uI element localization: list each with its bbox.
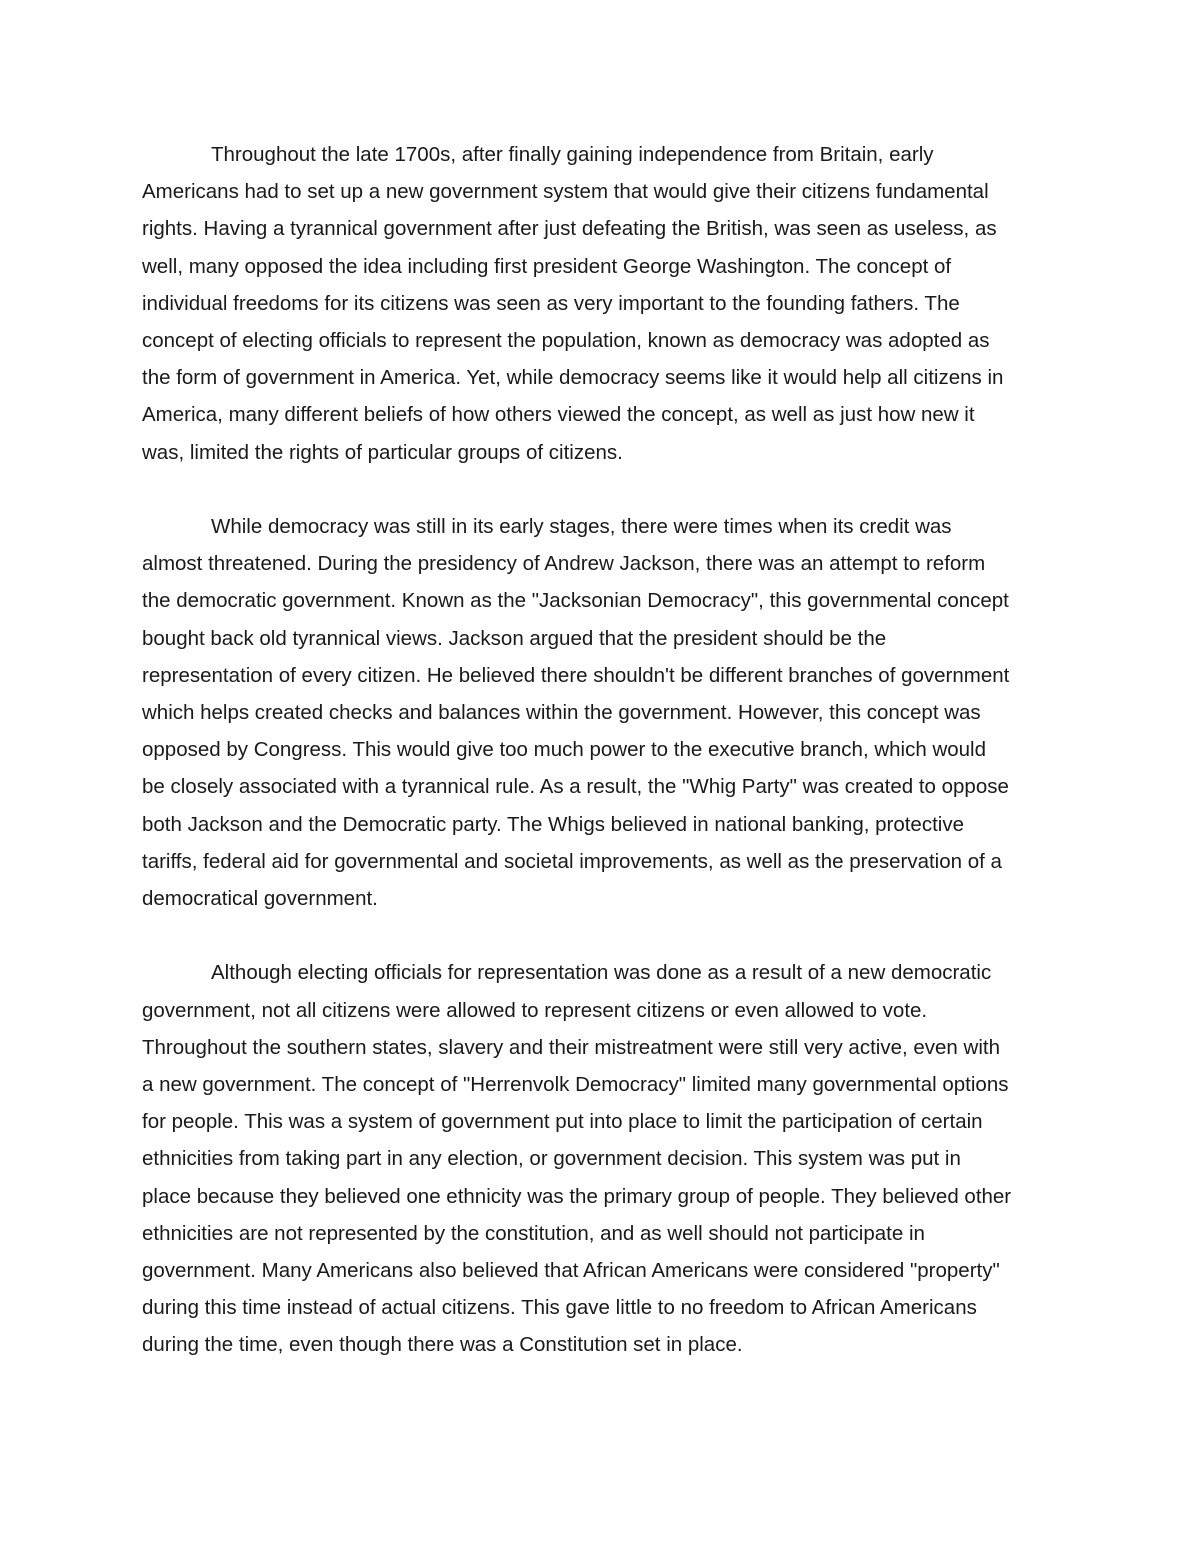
paragraph-line: concept of electing officials to represent the population, known as democracy was adopted as (142, 329, 990, 353)
paragraph-line: during this time instead of actual citizens. This gave little to no freedom to African Americans (142, 1296, 977, 1320)
paragraph-line: ethnicities are not represented by the constitution, and as well should not participate in (142, 1221, 925, 1245)
paragraph-line: democratical government. (142, 887, 378, 911)
paragraph-line: Although electing officials for representation was done as a result of a new democratic (211, 961, 992, 985)
paragraph-2 (142, 508, 1072, 917)
paragraph-line: for people. This was a system of government put into place to limit the participation of certain (142, 1110, 983, 1134)
paragraph-line: Americans had to set up a new government system that would give their citizens fundamental (142, 180, 989, 204)
paragraph-line: tariffs, federal aid for governmental and societal improvements, as well as the preservation of a (142, 849, 1002, 873)
document-body (142, 136, 1072, 1401)
paragraph-line: Throughout the southern states, slavery and their mistreatment were still very active, even with (142, 1035, 1000, 1059)
paragraph-line: individual freedoms for its citizens was seen as very important to the founding fathers. The (142, 291, 960, 315)
paragraph-line: be closely associated with a tyrannical rule. As a result, the "Whig Party" was created to oppose (142, 775, 1009, 799)
paragraph-line: government. Many Americans also believed that African Americans were considered "property" (142, 1259, 1000, 1283)
paragraph-line: ethnicities from taking part in any election, or government decision. This system was put in (142, 1147, 961, 1171)
paragraph-line: which helps created checks and balances within the government. However, this concept was (142, 701, 981, 725)
paragraph-line: almost threatened. During the presidency of Andrew Jackson, there was an attempt to reform (142, 552, 986, 576)
paragraph-line: government, not all citizens were allowed to represent citizens or even allowed to vote. (142, 998, 928, 1022)
paragraph-3 (142, 954, 1072, 1363)
paragraph-line: during the time, even though there was a Constitution set in place. (142, 1333, 743, 1357)
paragraph-line: rights. Having a tyrannical government after just defeating the British, was seen as useless, as (142, 217, 997, 241)
paragraph-line: the form of government in America. Yet, while democracy seems like it would help all citizens in (142, 366, 1004, 390)
paragraph-1 (142, 136, 1072, 471)
paragraph-line: bought back old tyrannical views. Jackson argued that the president should be the (142, 626, 887, 650)
paragraph-line: a new government. The concept of "Herrenvolk Democracy" limited many governmental options (142, 1073, 1009, 1097)
paragraph-line: While democracy was still in its early stages, there were times when its credit was (211, 515, 952, 539)
paragraph-line: representation of every citizen. He believed there shouldn't be different branches of government (142, 663, 1010, 687)
paragraph-line: place because they believed one ethnicity was the primary group of people. They believed other (142, 1184, 1012, 1208)
paragraph-line: Throughout the late 1700s, after finally gaining independence from Britain, early (211, 143, 934, 166)
paragraph-line: opposed by Congress. This would give too much power to the executive branch, which would (142, 738, 987, 762)
paragraph-line: both Jackson and the Democratic party. The Whigs believed in national banking, protective (142, 812, 964, 836)
paragraph-line: well, many opposed the idea including first president George Washington. The concept of (142, 254, 952, 278)
paragraph-line: the democratic government. Known as the "Jacksonian Democracy", this governmental concept (142, 589, 1009, 613)
paragraph-line: America, many different beliefs of how others viewed the concept, as well as just how new it (142, 403, 975, 427)
paragraph-line: was, limited the rights of particular groups of citizens. (142, 440, 623, 464)
